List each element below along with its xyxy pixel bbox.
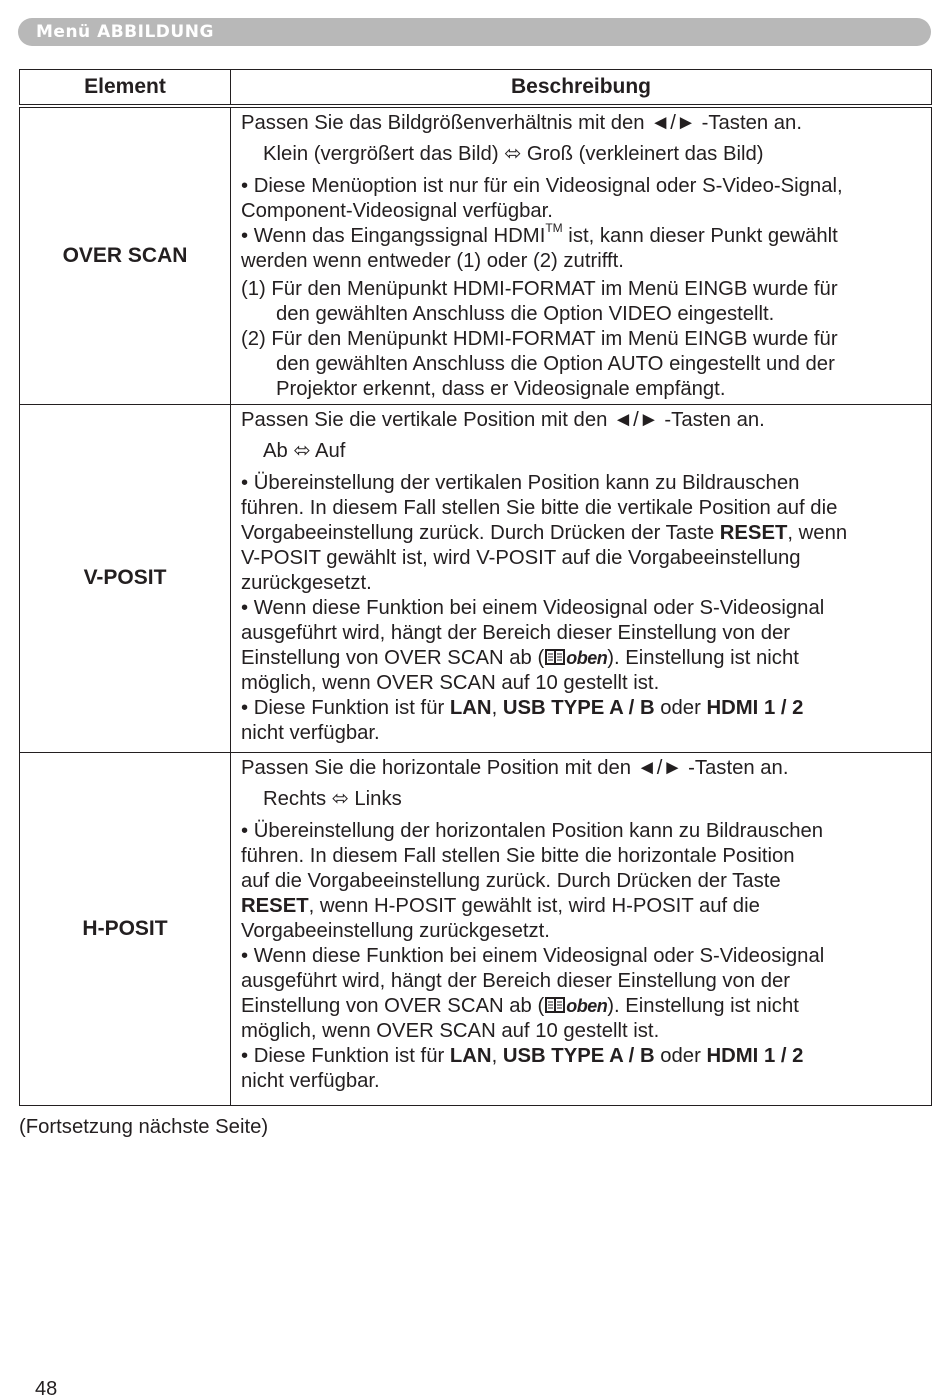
text-fragment: Vorgabeeinstellung zurück. Durch Drücken der Taste bbox=[241, 521, 720, 544]
description-line: auf die Vorgabeeinstellung zurück. Durch Drücken der Taste bbox=[241, 869, 781, 892]
description-line: führen. In diesem Fall stellen Sie bitte die vertikale Position auf die bbox=[241, 496, 838, 519]
table-row bbox=[20, 404, 932, 752]
description-line bbox=[241, 1044, 923, 1069]
description-line bbox=[241, 221, 923, 249]
range-line: Rechts ⬄ Links bbox=[263, 787, 402, 810]
description-line: Passen Sie das Bildgrößenverhältnis mit den ◄/► -Tasten an. bbox=[241, 112, 802, 134]
text-fragment: • Diese Funktion ist für bbox=[241, 696, 450, 719]
text-fragment: oder bbox=[654, 1044, 707, 1067]
menu-table bbox=[19, 69, 932, 1106]
section-title: Menü ABBILDUNG bbox=[36, 22, 214, 42]
port-label: LAN bbox=[449, 1044, 492, 1067]
description-line: zurückgesetzt. bbox=[241, 571, 372, 594]
description-cell bbox=[231, 404, 932, 752]
text-fragment: Einstellung von OVER SCAN ab ( bbox=[241, 646, 545, 669]
element-cell: OVER SCAN bbox=[20, 106, 231, 404]
section-header-bar bbox=[18, 18, 931, 46]
text-fragment: ist, kann dieser Punkt gewählt bbox=[562, 225, 838, 247]
description-line: Vorgabeeinstellung zurückgesetzt. bbox=[241, 919, 550, 942]
page-reference-link[interactable]: oben bbox=[566, 995, 608, 1016]
text-fragment: • Diese Funktion ist für bbox=[241, 1044, 450, 1067]
description-line: werden wenn entweder (1) oder (2) zutrifft. bbox=[241, 250, 624, 272]
column-header-description: Beschreibung bbox=[231, 70, 932, 107]
range-line: Ab ⬄ Auf bbox=[263, 439, 346, 462]
description-line bbox=[241, 696, 923, 721]
range-line: Klein (vergrößert das Bild) ⬄ Groß (verkleinert das Bild) bbox=[263, 143, 764, 165]
reset-key-label: RESET bbox=[719, 521, 788, 544]
description-line: ausgeführt wird, hängt der Bereich dieser Einstellung von der bbox=[241, 969, 791, 992]
book-reference-icon bbox=[544, 648, 566, 666]
description-line: • Wenn diese Funktion bei einem Videosignal oder S-Videosignal bbox=[241, 944, 825, 967]
text-fragment: , wenn bbox=[787, 521, 848, 544]
description-line: den gewählten Anschluss die Option VIDEO eingestellt. bbox=[276, 303, 775, 325]
table-row bbox=[20, 752, 932, 1105]
page-reference-link[interactable]: oben bbox=[566, 647, 608, 668]
text-fragment: ). Einstellung ist nicht bbox=[607, 646, 799, 669]
port-label: USB TYPE A / B bbox=[502, 696, 655, 719]
text-fragment: Einstellung von OVER SCAN ab ( bbox=[241, 994, 545, 1017]
description-line: möglich, wenn OVER SCAN auf 10 gestellt ist. bbox=[241, 1019, 660, 1042]
element-cell: V-POSIT bbox=[20, 404, 231, 752]
description-line: Projektor erkennt, dass er Videosignale empfängt. bbox=[276, 378, 726, 400]
port-label: HDMI 1 / 2 bbox=[706, 696, 804, 719]
description-line: (1) Für den Menüpunkt HDMI-FORMAT im Menü EINGB wurde für bbox=[241, 278, 838, 300]
port-label: USB TYPE A / B bbox=[502, 1044, 655, 1067]
description-line bbox=[241, 646, 923, 671]
description-line: • Übereinstellung der vertikalen Position kann zu Bildrauschen bbox=[241, 471, 800, 494]
description-cell bbox=[231, 752, 932, 1105]
table-header-row bbox=[20, 70, 932, 107]
port-label: HDMI 1 / 2 bbox=[706, 1044, 804, 1067]
element-cell: H-POSIT bbox=[20, 752, 231, 1105]
description-line: führen. In diesem Fall stellen Sie bitte die horizontale Position bbox=[241, 844, 795, 867]
description-line bbox=[241, 994, 923, 1019]
description-line: • Übereinstellung der horizontalen Position kann zu Bildrauschen bbox=[241, 819, 824, 842]
book-reference-icon bbox=[544, 996, 566, 1014]
description-cell bbox=[231, 106, 932, 404]
description-line: V-POSIT gewählt ist, wird V-POSIT auf die Vorgabeeinstellung bbox=[241, 546, 801, 569]
trademark-sup: TM bbox=[545, 221, 563, 236]
text-fragment: • Wenn das Eingangssignal HDMI bbox=[241, 225, 546, 247]
column-header-element: Element bbox=[20, 70, 231, 107]
description-line: Passen Sie die horizontale Position mit den ◄/► -Tasten an. bbox=[241, 756, 789, 779]
description-line: (2) Für den Menüpunkt HDMI-FORMAT im Menü EINGB wurde für bbox=[241, 328, 838, 350]
description-line: den gewählten Anschluss die Option AUTO eingestellt und der bbox=[276, 353, 835, 375]
port-label: LAN bbox=[449, 696, 492, 719]
text-fragment: , bbox=[491, 1044, 503, 1067]
description-line: nicht verfügbar. bbox=[241, 1069, 380, 1092]
text-fragment: ). Einstellung ist nicht bbox=[607, 994, 799, 1017]
page-number: 48 bbox=[35, 1378, 58, 1400]
description-line: möglich, wenn OVER SCAN auf 10 gestellt ist. bbox=[241, 671, 660, 694]
description-line bbox=[241, 521, 923, 546]
text-fragment: , wenn H-POSIT gewählt ist, wird H-POSIT auf die bbox=[308, 894, 760, 917]
text-fragment: oder bbox=[654, 696, 707, 719]
description-line: Component-Videosignal verfügbar. bbox=[241, 200, 553, 222]
description-line bbox=[241, 894, 923, 919]
table-row bbox=[20, 106, 932, 404]
continued-note: (Fortsetzung nächste Seite) bbox=[19, 1116, 269, 1138]
text-fragment: , bbox=[491, 696, 503, 719]
description-line: • Diese Menüoption ist nur für ein Videosignal oder S-Video-Signal, bbox=[241, 175, 843, 197]
description-line: Passen Sie die vertikale Position mit den ◄/► -Tasten an. bbox=[241, 408, 765, 431]
description-line: ausgeführt wird, hängt der Bereich dieser Einstellung von der bbox=[241, 621, 791, 644]
description-line: nicht verfügbar. bbox=[241, 721, 380, 744]
reset-key-label: RESET bbox=[241, 894, 309, 917]
description-line: • Wenn diese Funktion bei einem Videosignal oder S-Videosignal bbox=[241, 596, 825, 619]
